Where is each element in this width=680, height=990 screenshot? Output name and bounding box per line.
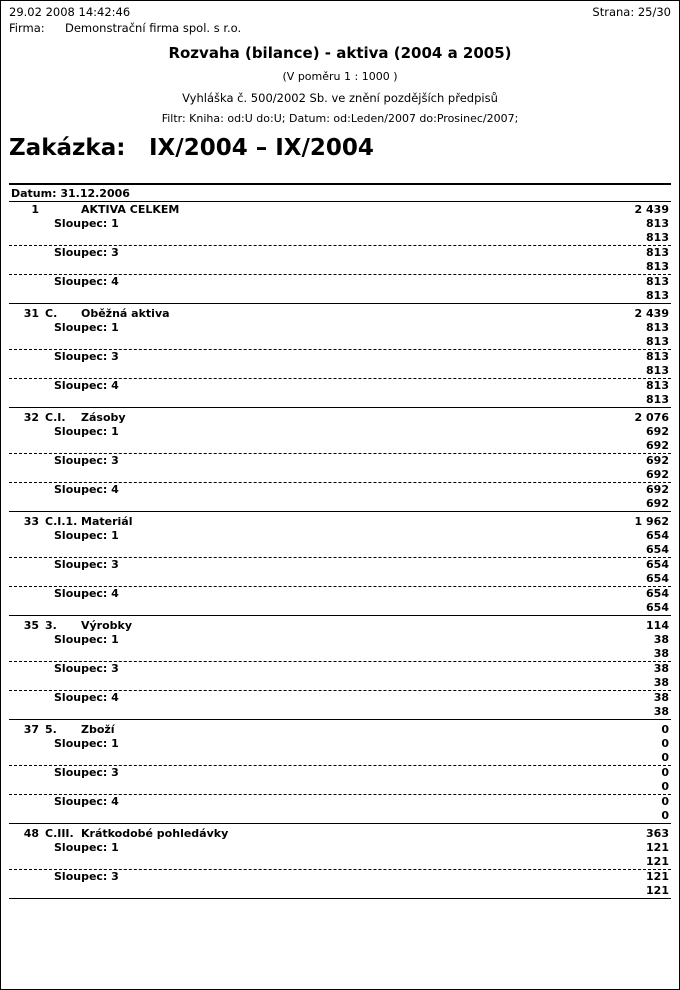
group-number: 37 — [23, 723, 39, 736]
column-label: Sloupec: 3 — [54, 558, 119, 571]
table-date-row: Datum: 31.12.2006 — [9, 185, 671, 202]
group-name: Zboží — [81, 723, 115, 736]
column-value: 654 — [646, 558, 669, 571]
column-row — [9, 841, 671, 855]
spacer — [9, 809, 661, 822]
column-subtotal: 813 — [646, 289, 669, 302]
spacer — [9, 705, 654, 718]
group-code: C. — [45, 307, 58, 320]
group-separator — [9, 407, 671, 408]
column-subtotal-row — [9, 335, 671, 348]
column-value: 38 — [653, 662, 669, 675]
column-row — [9, 425, 671, 439]
column-value: 38 — [653, 691, 669, 704]
spacer — [9, 780, 661, 793]
table-row — [9, 202, 671, 217]
column-value: 813 — [646, 321, 669, 334]
spacer — [9, 289, 646, 302]
column-subtotal-row — [9, 497, 671, 510]
column-row — [9, 662, 671, 676]
table-row — [9, 618, 671, 633]
group-number: 32 — [23, 411, 39, 424]
group-total: 2 076 — [634, 411, 669, 424]
column-row — [9, 321, 671, 335]
column-label: Sloupec: 1 — [54, 217, 119, 230]
group-separator — [9, 511, 671, 512]
firm-label: Firma: — [9, 21, 45, 35]
column-value: 0 — [661, 795, 669, 808]
filter-line: Filtr: Kniha: od:U do:U; Datum: od:Leden/2007 do:Prosinec/2007; — [161, 112, 519, 125]
column-label: Sloupec: 1 — [54, 737, 119, 750]
column-subtotal: 0 — [661, 751, 669, 764]
column-label: Sloupec: 1 — [54, 425, 119, 438]
column-value: 654 — [646, 587, 669, 600]
column-label: Sloupec: 3 — [54, 870, 119, 883]
column-subtotal-row — [9, 439, 671, 452]
table-body — [9, 202, 671, 899]
column-subtotal: 654 — [646, 543, 669, 556]
table-row — [9, 410, 671, 425]
group-separator — [9, 898, 671, 899]
group-total: 363 — [646, 827, 669, 840]
group-code: C.III. — [45, 827, 74, 840]
column-row — [9, 795, 671, 809]
column-label: Sloupec: 3 — [54, 662, 119, 675]
page-title: Rozvaha (bilance) - aktiva (2004 a 2005) — [168, 44, 512, 62]
column-row — [9, 454, 671, 468]
column-value: 813 — [646, 350, 669, 363]
table-group — [9, 202, 671, 304]
column-value: 0 — [661, 766, 669, 779]
column-subtotal-row — [9, 855, 671, 868]
group-name: AKTIVA CELKEM — [81, 203, 180, 216]
column-subtotal: 38 — [653, 647, 669, 660]
group-name: Krátkodobé pohledávky — [81, 827, 229, 840]
column-row — [9, 217, 671, 231]
column-label: Sloupec: 1 — [54, 529, 119, 542]
column-subtotal-row — [9, 543, 671, 556]
column-subtotal: 38 — [653, 676, 669, 689]
column-row — [9, 587, 671, 601]
spacer — [9, 601, 646, 614]
column-value: 692 — [646, 425, 669, 438]
column-value: 692 — [646, 454, 669, 467]
column-subtotal: 813 — [646, 335, 669, 348]
spacer — [9, 676, 654, 689]
firm-row — [9, 21, 671, 36]
group-name: Zásoby — [81, 411, 126, 424]
firm-name: Demonstrační firma spol. s r.o. — [65, 21, 242, 35]
table-group — [9, 826, 671, 899]
spacer — [9, 751, 661, 764]
column-subtotal: 0 — [661, 809, 669, 822]
column-subtotal: 121 — [646, 855, 669, 868]
column-row — [9, 633, 671, 647]
column-label: Sloupec: 1 — [54, 633, 119, 646]
group-code: C.I.1. — [45, 515, 78, 528]
ratio-note: (V poměru 1 : 1000 ) — [282, 70, 398, 83]
column-subtotal-row — [9, 289, 671, 302]
group-number: 31 — [23, 307, 39, 320]
table-row — [9, 514, 671, 529]
header-datetime: 29.02 2008 14:42:46 — [9, 5, 131, 19]
column-subtotal-row — [9, 884, 671, 897]
group-separator — [9, 303, 671, 304]
column-value: 813 — [646, 379, 669, 392]
column-row — [9, 275, 671, 289]
column-subtotal: 0 — [661, 780, 669, 793]
group-number: 1 — [31, 203, 39, 216]
column-value: 121 — [646, 870, 669, 883]
column-row — [9, 350, 671, 364]
column-subtotal-row — [9, 364, 671, 377]
column-subtotal: 813 — [646, 393, 669, 406]
column-value: 813 — [646, 275, 669, 288]
column-subtotal-row — [9, 601, 671, 614]
group-code: 5. — [45, 723, 57, 736]
column-subtotal: 38 — [653, 705, 669, 718]
group-code: 3. — [45, 619, 57, 632]
column-subtotal-row — [9, 705, 671, 718]
column-value: 813 — [646, 246, 669, 259]
column-subtotal-row — [9, 809, 671, 822]
group-code — [45, 203, 81, 217]
order-row — [9, 135, 671, 161]
group-code: C.I. — [45, 411, 66, 424]
column-row — [9, 483, 671, 497]
spacer — [9, 439, 646, 452]
table-group — [9, 410, 671, 512]
table-row — [9, 826, 671, 841]
column-value: 38 — [653, 633, 669, 646]
column-value: 121 — [646, 841, 669, 854]
order-label: Zakázka: — [9, 135, 126, 161]
spacer — [9, 335, 646, 348]
column-row — [9, 870, 671, 884]
column-subtotal: 692 — [646, 497, 669, 510]
column-subtotal: 692 — [646, 468, 669, 481]
group-total: 114 — [646, 619, 669, 632]
group-number: 35 — [23, 619, 39, 632]
spacer — [9, 497, 646, 510]
table-group — [9, 618, 671, 720]
group-name: Materiál — [81, 515, 133, 528]
group-separator — [9, 719, 671, 720]
table-row — [9, 306, 671, 321]
column-row — [9, 529, 671, 543]
spacer — [9, 393, 646, 406]
column-subtotal: 121 — [646, 884, 669, 897]
column-subtotal-row — [9, 468, 671, 481]
table-row — [9, 722, 671, 737]
order-value: IX/2004 – IX/2004 — [149, 135, 374, 161]
column-subtotal-row — [9, 751, 671, 764]
column-subtotal: 654 — [646, 601, 669, 614]
spacer — [9, 884, 646, 897]
spacer — [9, 364, 646, 377]
report-header-row — [9, 5, 671, 20]
column-row — [9, 558, 671, 572]
column-subtotal: 813 — [646, 231, 669, 244]
spacer — [9, 855, 646, 868]
column-subtotal-row — [9, 780, 671, 793]
column-row — [9, 379, 671, 393]
column-value: 692 — [646, 483, 669, 496]
spacer — [9, 231, 646, 244]
column-row — [9, 246, 671, 260]
decree-note: Vyhláška č. 500/2002 Sb. ve znění pozdějších předpisů — [182, 91, 498, 105]
column-label: Sloupec: 4 — [54, 379, 119, 392]
column-row — [9, 691, 671, 705]
spacer — [9, 572, 646, 585]
group-name: Výrobky — [81, 619, 133, 632]
column-row — [9, 737, 671, 751]
group-total: 2 439 — [634, 203, 669, 216]
column-subtotal-row — [9, 393, 671, 406]
column-label: Sloupec: 1 — [54, 321, 119, 334]
column-value: 813 — [646, 217, 669, 230]
column-label: Sloupec: 3 — [54, 246, 119, 259]
column-subtotal-row — [9, 231, 671, 244]
column-label: Sloupec: 4 — [54, 691, 119, 704]
group-name: Oběžná aktiva — [81, 307, 170, 320]
column-label: Sloupec: 3 — [54, 454, 119, 467]
column-subtotal-row — [9, 647, 671, 660]
balance-table — [9, 183, 671, 899]
column-row — [9, 766, 671, 780]
column-subtotal: 813 — [646, 260, 669, 273]
column-label: Sloupec: 3 — [54, 766, 119, 779]
group-total: 1 962 — [634, 515, 669, 528]
column-label: Sloupec: 4 — [54, 587, 119, 600]
group-total: 2 439 — [634, 307, 669, 320]
group-number: 48 — [23, 827, 39, 840]
column-value: 0 — [661, 737, 669, 750]
spacer — [9, 468, 646, 481]
column-subtotal-row — [9, 572, 671, 585]
column-label: Sloupec: 4 — [54, 795, 119, 808]
group-separator — [9, 823, 671, 824]
column-subtotal: 813 — [646, 364, 669, 377]
column-subtotal-row — [9, 260, 671, 273]
column-label: Sloupec: 4 — [54, 275, 119, 288]
column-subtotal: 692 — [646, 439, 669, 452]
group-total: 0 — [661, 723, 669, 736]
column-subtotal: 654 — [646, 572, 669, 585]
column-label: Sloupec: 3 — [54, 350, 119, 363]
table-group — [9, 306, 671, 408]
column-subtotal-row — [9, 676, 671, 689]
table-group — [9, 722, 671, 824]
table-group — [9, 514, 671, 616]
spacer — [9, 543, 646, 556]
column-value: 654 — [646, 529, 669, 542]
column-label: Sloupec: 4 — [54, 483, 119, 496]
header-page-number: Strana: 25/30 — [592, 5, 671, 19]
group-number: 33 — [23, 515, 39, 528]
column-label: Sloupec: 1 — [54, 841, 119, 854]
spacer — [9, 260, 646, 273]
group-separator — [9, 615, 671, 616]
spacer — [9, 647, 654, 660]
